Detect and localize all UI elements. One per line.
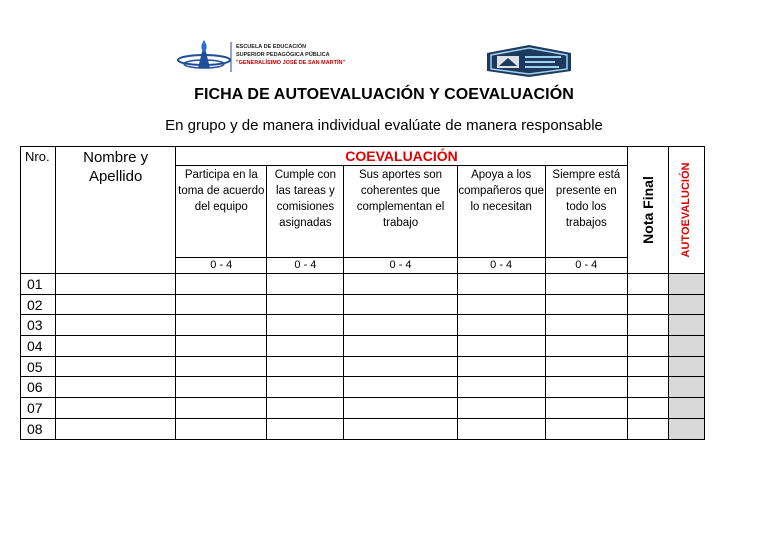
- criterion-4: Apoya a los compañeros que lo necesitan: [457, 166, 545, 258]
- scale-1: 0 - 4: [176, 258, 267, 274]
- score-cell-5[interactable]: [545, 398, 627, 419]
- school-logo: [176, 38, 366, 74]
- score-cell-2[interactable]: [267, 356, 344, 377]
- autoevaluacion-cell[interactable]: [668, 377, 704, 398]
- score-cell-5[interactable]: [545, 377, 627, 398]
- score-cell-2[interactable]: [267, 418, 344, 439]
- table-row: [21, 398, 705, 419]
- score-cell-4[interactable]: [457, 294, 545, 315]
- row-number: 06: [21, 377, 56, 398]
- nota-final-label: Nota Final: [639, 176, 656, 244]
- score-cell-5[interactable]: [545, 418, 627, 439]
- row-number: 03: [21, 315, 56, 336]
- score-cell-3[interactable]: [344, 377, 457, 398]
- coevaluacion-header: COEVALUACIÓN: [176, 147, 628, 166]
- evaluation-table: [20, 146, 705, 440]
- institution-logo: [483, 41, 575, 79]
- score-cell-3[interactable]: [344, 336, 457, 357]
- header-row: [21, 147, 705, 166]
- student-name-cell[interactable]: [56, 418, 176, 439]
- col-header-auto: [668, 147, 704, 274]
- row-number: 08: [21, 418, 56, 439]
- institution-crest-icon: [483, 41, 575, 79]
- student-name-cell[interactable]: [56, 315, 176, 336]
- row-number: 07: [21, 398, 56, 419]
- score-cell-4[interactable]: [457, 356, 545, 377]
- table-row: [21, 418, 705, 439]
- score-cell-2[interactable]: [267, 377, 344, 398]
- student-rows: [21, 274, 705, 440]
- autoevaluacion-cell[interactable]: [668, 294, 704, 315]
- score-cell-4[interactable]: [457, 274, 545, 295]
- score-cell-1[interactable]: [176, 294, 267, 315]
- table-row: [21, 356, 705, 377]
- score-cell-5[interactable]: [545, 336, 627, 357]
- logo-line-1: ESCUELA DE EDUCACIÓN: [236, 44, 307, 50]
- score-cell-2[interactable]: [267, 315, 344, 336]
- autoevaluacion-cell[interactable]: [668, 315, 704, 336]
- page-subtitle: En grupo y de manera individual evalúate de manera responsable: [165, 117, 603, 134]
- score-cell-1[interactable]: [176, 356, 267, 377]
- score-cell-2[interactable]: [267, 398, 344, 419]
- nota-final-cell[interactable]: [627, 336, 668, 357]
- autoevaluacion-cell[interactable]: [668, 336, 704, 357]
- criterion-3: Sus aportes son coherentes que complementan el trabajo: [344, 166, 457, 258]
- score-cell-1[interactable]: [176, 398, 267, 419]
- score-cell-1[interactable]: [176, 377, 267, 398]
- row-number: 01: [21, 274, 56, 295]
- score-cell-4[interactable]: [457, 398, 545, 419]
- autoevaluacion-cell[interactable]: [668, 398, 704, 419]
- row-number: 02: [21, 294, 56, 315]
- nota-final-cell[interactable]: [627, 315, 668, 336]
- table-row: [21, 336, 705, 357]
- score-cell-5[interactable]: [545, 274, 627, 295]
- autoevaluacion-cell[interactable]: [668, 418, 704, 439]
- score-cell-1[interactable]: [176, 274, 267, 295]
- scale-5: 0 - 4: [545, 258, 627, 274]
- col-header-name: [56, 147, 176, 274]
- logo-line-3: "GENERALÍSIMO JOSÉ DE SAN MARTÍN": [236, 60, 346, 66]
- criterion-1: Participa en la toma de acuerdo del equipo: [176, 166, 267, 258]
- score-cell-5[interactable]: [545, 315, 627, 336]
- nota-final-cell[interactable]: [627, 294, 668, 315]
- score-cell-3[interactable]: [344, 294, 457, 315]
- table-row: [21, 274, 705, 295]
- row-number: 05: [21, 356, 56, 377]
- col-header-name-text: Nombre y Apellido: [83, 149, 149, 185]
- score-cell-4[interactable]: [457, 418, 545, 439]
- nota-final-cell[interactable]: [627, 418, 668, 439]
- score-cell-3[interactable]: [344, 356, 457, 377]
- score-cell-4[interactable]: [457, 315, 545, 336]
- student-name-cell[interactable]: [56, 377, 176, 398]
- nota-final-cell[interactable]: [627, 274, 668, 295]
- scale-4: 0 - 4: [457, 258, 545, 274]
- autoevaluacion-cell[interactable]: [668, 274, 704, 295]
- score-cell-2[interactable]: [267, 274, 344, 295]
- criterion-5: Siempre está presente en todo los trabajos: [545, 166, 627, 258]
- autoevaluacion-cell[interactable]: [668, 356, 704, 377]
- table-row: [21, 377, 705, 398]
- student-name-cell[interactable]: [56, 356, 176, 377]
- table-row: [21, 315, 705, 336]
- criterion-2: Cumple con las tareas y comisiones asignadas: [267, 166, 344, 258]
- autoevaluacion-label: AUTOEVALUCIÓN: [680, 162, 693, 258]
- logo-line-2: SUPERIOR PEDAGÓGICA PÚBLICA: [236, 52, 330, 58]
- page-title: FICHA DE AUTOEVALUACIÓN Y COEVALUACIÓN: [194, 86, 574, 103]
- score-cell-4[interactable]: [457, 336, 545, 357]
- col-header-nota: [627, 147, 668, 274]
- score-cell-2[interactable]: [267, 336, 344, 357]
- score-cell-5[interactable]: [545, 294, 627, 315]
- student-name-cell[interactable]: [56, 398, 176, 419]
- scale-2: 0 - 4: [267, 258, 344, 274]
- table-row: [21, 294, 705, 315]
- score-cell-1[interactable]: [176, 418, 267, 439]
- nota-final-cell[interactable]: [627, 377, 668, 398]
- student-name-cell[interactable]: [56, 274, 176, 295]
- score-cell-3[interactable]: [344, 315, 457, 336]
- score-cell-3[interactable]: [344, 398, 457, 419]
- score-cell-4[interactable]: [457, 377, 545, 398]
- nota-final-cell[interactable]: [627, 356, 668, 377]
- scale-3: 0 - 4: [344, 258, 457, 274]
- col-header-nro: Nro.: [21, 147, 56, 274]
- score-cell-3[interactable]: [344, 418, 457, 439]
- student-name-cell[interactable]: [56, 336, 176, 357]
- student-name-cell[interactable]: [56, 294, 176, 315]
- row-number: 04: [21, 336, 56, 357]
- score-cell-5[interactable]: [545, 356, 627, 377]
- score-cell-1[interactable]: [176, 315, 267, 336]
- score-cell-2[interactable]: [267, 294, 344, 315]
- score-cell-1[interactable]: [176, 336, 267, 357]
- score-cell-3[interactable]: [344, 274, 457, 295]
- nota-final-cell[interactable]: [627, 398, 668, 419]
